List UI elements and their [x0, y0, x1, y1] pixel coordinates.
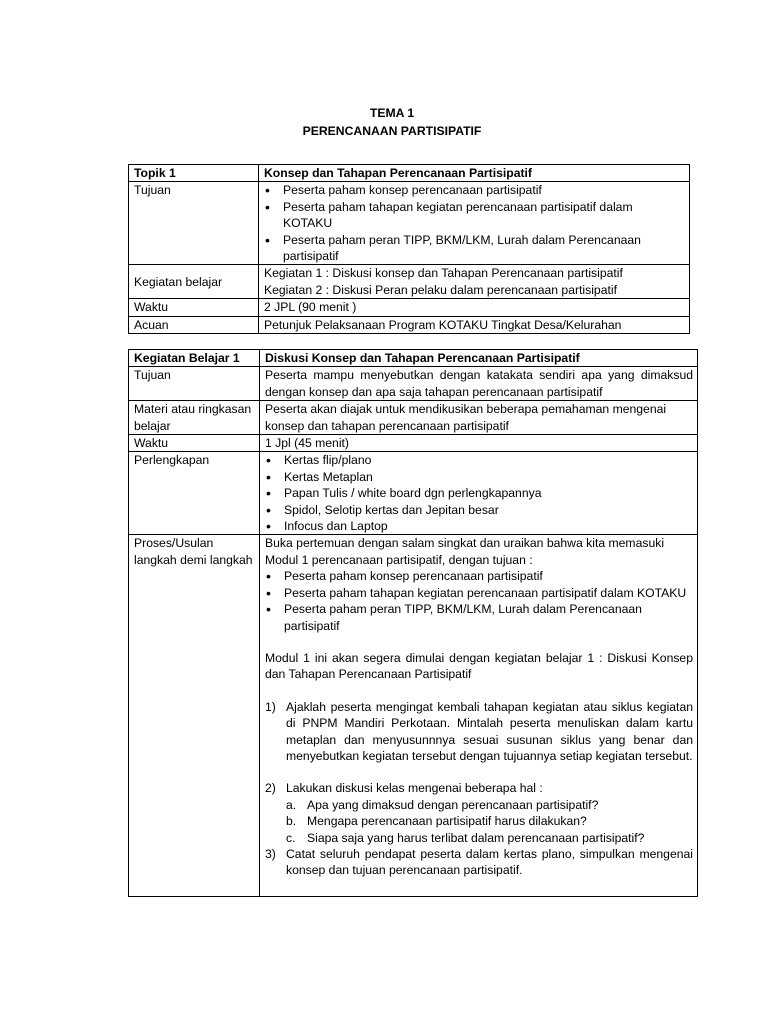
proses-label: Proses/Usulan langkah demi langkah [129, 535, 260, 896]
kegiatan-cell [259, 265, 690, 299]
list-item: • Kertas Metaplan [265, 469, 693, 485]
step-item [265, 699, 693, 765]
list-item: • Peserta paham konsep perencanaan partisipatif [264, 182, 685, 198]
step-number: 2) [265, 781, 276, 796]
table-row [129, 350, 698, 367]
perlengkapan-list [265, 452, 693, 534]
proses-cell [260, 535, 698, 896]
kegiatan-label: Kegiatan belajar [129, 265, 259, 299]
table-row [129, 316, 690, 333]
substep-letter: a. [286, 797, 297, 812]
waktu-label: Waktu [129, 435, 260, 452]
substeps-list [286, 797, 693, 846]
waktu-label: Waktu [129, 299, 259, 316]
step-text: Ajaklah peserta mengingat kembali tahapan kegiatan atau siklus kegiatan di PNPM Mandiri Perkotaan. Mintalah peserta menuliskan dalam kartu metaplan dan menyusunnnya sesuai susunan siklus yang benar dan menyebutkan kegiatan tersebut dengan tujuannya setiap kegiatan tersebut. [286, 699, 693, 763]
substep-item [286, 813, 693, 829]
table-row [129, 165, 690, 182]
kb-label: Kegiatan Belajar 1 [129, 350, 260, 367]
document-title: TEMA 1 [369, 106, 415, 120]
proses-goals-list [265, 568, 693, 634]
substep-text: Mengapa perencanaan partisipatif harus dilakukan? [307, 814, 587, 829]
list-item: • Spidol, Selotip kertas dan Jepitan besar [265, 502, 693, 518]
kegiatan-item: Kegiatan 2 : Diskusi Peran pelaku dalam perencanaan partisipatif [264, 282, 617, 297]
activity-table [128, 349, 698, 897]
acuan-label: Acuan [129, 316, 259, 333]
table-row [129, 435, 698, 452]
tujuan-cell [259, 182, 690, 265]
waktu-value: 1 Jpl (45 menit) [260, 435, 698, 452]
step-number: 3) [265, 846, 276, 861]
table-row [129, 299, 690, 316]
proses-intro: Buka pertemuan dengan salam singkat dan uraikan bahwa kita memasuki Modul 1 perencanaan partisipatif, dengan tujuan : [265, 536, 665, 567]
table-row [129, 452, 698, 535]
substep-item [286, 797, 693, 813]
step-text: Catat seluruh pendapat peserta dalam kertas plano, simpulkan mengenai konsep dan tujuan perencanaan partisipatif. [286, 846, 693, 878]
list-item: • Papan Tulis / white board dgn perlengkapannya [265, 485, 693, 501]
step-item [265, 846, 693, 879]
topic-value: Konsep dan Tahapan Perencanaan Partisipatif [259, 165, 690, 182]
substep-item [286, 830, 693, 846]
substep-letter: c. [286, 830, 296, 845]
proses-module: Modul 1 ini akan segera dimulai dengan kegiatan belajar 1 : Diskusi Konsep dan Tahapan Perencanaan Partisipatif [265, 650, 693, 682]
tujuan-label: Tujuan [129, 182, 259, 265]
tujuan-list [264, 182, 685, 264]
tujuan-value: Peserta mampu menyebutkan dengan katakata sendiri apa yang dimaksud dengan konsep dan apa saja tahapan perencanaan partisipatif [260, 367, 698, 401]
acuan-value: Petunjuk Pelaksanaan Program KOTAKU Tingkat Desa/Kelurahan [259, 316, 690, 333]
materi-label: Materi atau ringkasan belajar [129, 401, 260, 435]
table-row [129, 265, 690, 299]
step-item [265, 780, 693, 846]
table-row [129, 182, 690, 265]
step-number: 1) [265, 699, 276, 714]
table-row [129, 401, 698, 435]
materi-value: Peserta akan diajak untuk mendikusikan beberapa pemahaman mengenai konsep dan tahapan perencanaan partisipatif [260, 401, 698, 435]
list-item: • Peserta paham konsep perencanaan partisipatif [265, 568, 693, 584]
tujuan-label: Tujuan [129, 367, 260, 401]
topic-table [128, 164, 690, 334]
list-item: • Kertas flip/plano [265, 452, 693, 468]
table-row [129, 535, 698, 896]
list-item: • Peserta paham tahapan kegiatan perencanaan partisipatif dalam KOTAKU [265, 585, 693, 601]
kegiatan-item: Kegiatan 1 : Diskusi konsep dan Tahapan Perencanaan partisipatif [264, 266, 623, 281]
substep-text: Siapa saja yang harus terlibat dalam perencanaan partisipatif? [307, 830, 645, 845]
steps-list [265, 699, 693, 879]
perlengkapan-label: Perlengkapan [129, 452, 260, 535]
list-item: • Peserta paham tahapan kegiatan perencanaan partisipatif dalam KOTAKU [264, 199, 685, 232]
document-subtitle: PERENCANAAN PARTISIPATIF [302, 124, 482, 138]
list-item: • Peserta paham peran TIPP, BKM/LKM, Lurah dalam Perencanaan partisipatif [264, 232, 685, 265]
topic-label: Topik 1 [129, 165, 259, 182]
step-text: Lakukan diskusi kelas mengenai beberapa hal : [286, 781, 543, 796]
list-item: • Peserta paham peran TIPP, BKM/LKM, Lurah dalam Perencanaan partisipatif [265, 601, 693, 634]
perlengkapan-cell [260, 452, 698, 535]
waktu-value: 2 JPL (90 menit ) [259, 299, 690, 316]
list-item: • Infocus dan Laptop [265, 518, 693, 534]
substep-text: Apa yang dimaksud dengan perencanaan partisipatif? [307, 797, 599, 812]
kb-value: Diskusi Konsep dan Tahapan Perencanaan Partisipatif [260, 350, 698, 367]
table-row [129, 367, 698, 401]
substep-letter: b. [286, 814, 297, 829]
